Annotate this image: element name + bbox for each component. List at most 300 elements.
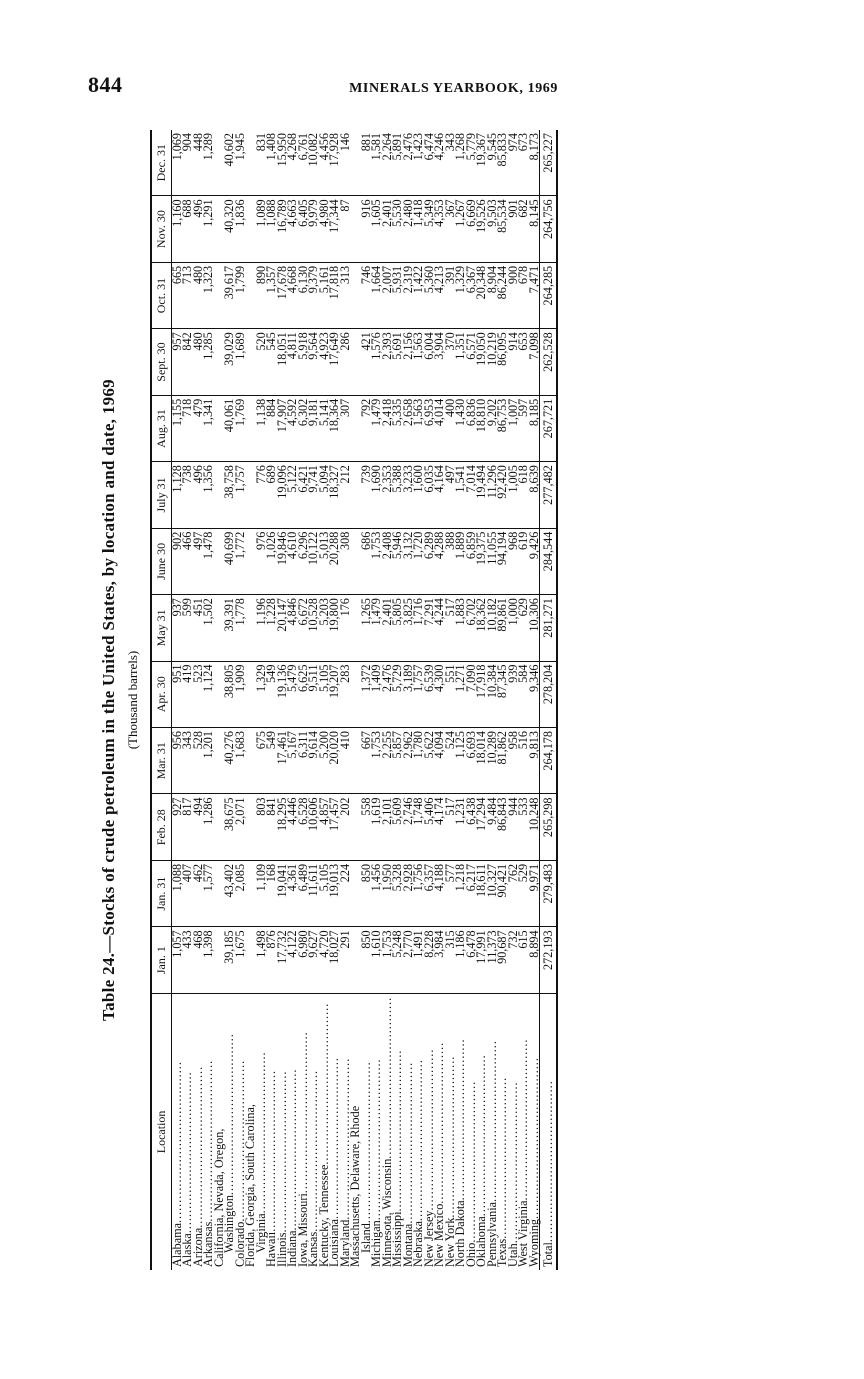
value-cell: 739 <box>361 462 372 528</box>
value-cell: 5,857 <box>392 728 403 794</box>
value-cell: 11,055 <box>487 528 498 594</box>
value-cell: 675 <box>256 728 267 794</box>
value-cell: 1,357 <box>266 262 277 328</box>
value-cell: 4,361 <box>287 860 298 926</box>
value-cell: 11,611 <box>308 860 319 926</box>
value-cell: 19,096 <box>277 462 288 528</box>
location-label: California, Nevada, Oregon, <box>211 1128 226 1267</box>
leader-dots: ........................................ <box>411 1059 425 1221</box>
value-cell: 315 <box>445 927 456 993</box>
value-cell: 18,611 <box>476 860 487 926</box>
value-cell: 2,101 <box>382 794 393 860</box>
leader-dots: ........................................ <box>285 1068 299 1231</box>
value-cell: 39,185 <box>224 927 235 993</box>
value-cell: 951 <box>171 661 182 727</box>
value-cell: 2,401 <box>382 595 393 661</box>
value-cell: 1,683 <box>235 728 246 794</box>
value-cell: 5,891 <box>392 130 403 196</box>
value-cell: 497 <box>445 462 456 528</box>
leader-dots: ........................................ <box>541 1080 555 1243</box>
leader-dots: ........................................ <box>369 1058 383 1221</box>
location-label: Ohio <box>463 1242 478 1267</box>
value-cell: 17,461 <box>277 728 288 794</box>
value-cell: 10,082 <box>308 130 319 196</box>
value-cell: 4,923 <box>319 329 330 395</box>
leader-dots: ........................................ <box>190 1065 205 1228</box>
value-cell: 4,188 <box>434 860 445 926</box>
value-cell: 4,246 <box>434 130 445 196</box>
value-cell: 792 <box>361 395 372 461</box>
value-cell: 762 <box>508 860 519 926</box>
value-cell: 2,928 <box>403 860 414 926</box>
value-cell: 10,606 <box>308 794 319 860</box>
value-cell: 1,491 <box>413 927 424 993</box>
value-cell: 168 <box>266 860 277 926</box>
value-cell: 5,203 <box>319 595 330 661</box>
value-cell: 528 <box>193 728 204 794</box>
column-header-date: Aug. 31 <box>151 395 171 461</box>
value-cell: 39,617 <box>224 262 235 328</box>
value-cell: 876 <box>266 927 277 993</box>
value-cell: 1,201 <box>203 728 214 794</box>
location-label: Massachusetts, Delaware, Rhode <box>348 1105 362 1267</box>
value-cell: 87,345 <box>497 661 508 727</box>
value-cell: 4,014 <box>434 395 445 461</box>
value-cell: 38,675 <box>224 794 235 860</box>
value-cell: 1,909 <box>235 661 246 727</box>
value-cell: 7,291 <box>424 595 435 661</box>
value-cell: 6,478 <box>466 927 477 993</box>
value-cell: 629 <box>518 595 529 661</box>
value-cell: 1,351 <box>455 329 466 395</box>
value-cell: 1,422 <box>413 262 424 328</box>
value-cell: 4,174 <box>434 794 445 860</box>
value-cell: 618 <box>518 462 529 528</box>
location-label: West Virginia <box>516 1200 530 1267</box>
value-cell: 7,471 <box>529 262 540 328</box>
location-label: Oklahoma <box>474 1216 488 1267</box>
value-cell: 308 <box>340 528 351 594</box>
value-cell: 212 <box>340 462 351 528</box>
value-cell: 407 <box>182 860 193 926</box>
column-header-date: Mar. 31 <box>151 728 171 794</box>
value-cell: 9,181 <box>308 395 319 461</box>
column-header-date: Dec. 31 <box>151 130 171 196</box>
value-cell: 1,836 <box>235 196 246 262</box>
value-cell: 850 <box>361 927 372 993</box>
value-cell: 20,020 <box>329 728 340 794</box>
value-cell: 6,625 <box>298 661 309 727</box>
value-cell: 18,364 <box>329 395 340 461</box>
value-cell: 4,592 <box>287 395 298 461</box>
value-cell: 5,946 <box>392 528 403 594</box>
value-cell: 881 <box>361 130 372 196</box>
value-cell: 1,430 <box>455 395 466 461</box>
value-cell: 17,928 <box>329 130 340 196</box>
value-cell: 5,479 <box>287 661 298 727</box>
value-cell: 4,456 <box>319 130 330 196</box>
value-cell: 3,825 <box>403 595 414 661</box>
value-cell: 688 <box>182 196 193 262</box>
value-cell: 1,088 <box>171 860 182 926</box>
value-cell: 842 <box>182 329 193 395</box>
value-cell: 2,264 <box>382 130 393 196</box>
value-cell: 1,267 <box>455 196 466 262</box>
value-cell: 2,746 <box>403 794 414 860</box>
leader-dots: ........................................ <box>327 1057 341 1219</box>
value-cell: 1,757 <box>235 462 246 528</box>
value-cell: 1,005 <box>508 462 519 528</box>
value-cell: 1,610 <box>371 927 382 993</box>
value-cell: 1,372 <box>361 661 372 727</box>
value-cell: 1,268 <box>455 130 466 196</box>
table-title: Table 24.—Stocks of crude petroleum in the United States, by location and date, 1969 <box>99 379 118 1021</box>
value-cell: 1,690 <box>371 462 382 528</box>
value-cell: 265,298 <box>540 794 557 860</box>
value-cell: 224 <box>340 860 351 926</box>
value-cell: 421 <box>361 329 372 395</box>
column-header-date: Apr. 30 <box>151 661 171 727</box>
value-cell: 1,329 <box>455 262 466 328</box>
value-cell: 85,534 <box>497 196 508 262</box>
value-cell: 39,029 <box>224 329 235 395</box>
value-cell: 5,328 <box>392 860 403 926</box>
value-cell: 4,300 <box>434 661 445 727</box>
value-cell: 1,757 <box>413 661 424 727</box>
value-cell: 264,285 <box>540 262 557 328</box>
location-label: Wyoming <box>526 1218 541 1267</box>
value-cell: 1,778 <box>235 595 246 661</box>
value-cell: 9,346 <box>529 661 540 727</box>
value-cell: 1,478 <box>203 528 214 594</box>
value-cell: 682 <box>518 196 529 262</box>
page-header <box>88 72 558 98</box>
value-cell: 1,753 <box>371 528 382 594</box>
location-label: New Mexico <box>432 1203 446 1267</box>
value-cell: 524 <box>445 728 456 794</box>
value-cell: 901 <box>508 196 519 262</box>
value-cell: 850 <box>361 860 372 926</box>
value-cell: 4,663 <box>287 196 298 262</box>
value-cell: 8,185 <box>529 395 540 461</box>
location-label: Total <box>541 1242 555 1267</box>
value-cell: 279,483 <box>540 860 557 926</box>
value-cell: 1,753 <box>371 728 382 794</box>
value-cell: 957 <box>171 329 182 395</box>
value-cell: 19,050 <box>476 329 487 395</box>
value-cell: 1,155 <box>171 395 182 461</box>
value-cell: 433 <box>182 927 193 993</box>
value-cell: 6,405 <box>298 196 309 262</box>
value-cell: 5,105 <box>319 661 330 727</box>
value-cell: 7,090 <box>466 661 477 727</box>
value-cell: 286 <box>340 329 351 395</box>
value-cell: 388 <box>445 528 456 594</box>
value-cell: 4,811 <box>287 329 298 395</box>
value-cell: 5,122 <box>287 462 298 528</box>
value-cell: 343 <box>182 728 193 794</box>
value-cell: 776 <box>256 462 267 528</box>
value-cell: 937 <box>171 595 182 661</box>
value-cell: 6,438 <box>466 794 477 860</box>
value-cell: 10,327 <box>487 860 498 926</box>
value-cell: 9,503 <box>487 196 498 262</box>
value-cell: 3,233 <box>403 462 414 528</box>
value-cell: 264,178 <box>540 728 557 794</box>
value-cell: 6,761 <box>298 130 309 196</box>
value-cell: 18,327 <box>329 462 340 528</box>
value-cell: 176 <box>340 595 351 661</box>
value-cell: 496 <box>193 196 204 262</box>
value-cell: 6,296 <box>298 528 309 594</box>
value-cell: 18,810 <box>476 395 487 461</box>
value-cell: 19,375 <box>476 528 487 594</box>
value-cell: 2,418 <box>382 395 393 461</box>
value-cell: 5,141 <box>319 395 330 461</box>
value-cell: 18,362 <box>476 595 487 661</box>
page-number: 844 <box>88 72 123 97</box>
value-cell: 517 <box>445 794 456 860</box>
value-cell: 391 <box>445 262 456 328</box>
value-cell: 3,132 <box>403 528 414 594</box>
value-cell: 5,200 <box>319 728 330 794</box>
column-header-location: Location <box>151 993 171 1270</box>
value-cell: 480 <box>193 262 204 328</box>
table-header-row <box>151 130 171 1270</box>
location-label: Hawaii <box>264 1231 278 1267</box>
value-cell: 38,805 <box>224 661 235 727</box>
value-cell: 665 <box>171 262 182 328</box>
value-cell: 2,476 <box>382 661 393 727</box>
value-cell: 678 <box>518 262 529 328</box>
value-cell: 18,014 <box>476 728 487 794</box>
value-cell: 5,388 <box>392 462 403 528</box>
value-cell: 10,306 <box>529 595 540 661</box>
value-cell: 976 <box>256 528 267 594</box>
column-header-date: Jan. 1 <box>151 927 171 993</box>
value-cell: 6,217 <box>466 860 477 926</box>
value-cell: 466 <box>182 528 193 594</box>
leader-dots: ........................................ <box>169 1061 184 1223</box>
value-cell: 10,182 <box>487 595 498 661</box>
value-cell: 1,057 <box>171 927 182 993</box>
value-cell: 9,614 <box>308 728 319 794</box>
value-cell: 1,231 <box>455 794 466 860</box>
value-cell: 1,196 <box>256 595 267 661</box>
value-cell: 577 <box>445 860 456 926</box>
value-cell: 9,813 <box>529 728 540 794</box>
value-cell: 1,769 <box>235 395 246 461</box>
value-cell: 558 <box>361 794 372 860</box>
leader-dots: ........................................ <box>264 1069 278 1232</box>
leader-dots: ........................................ <box>306 1069 320 1232</box>
value-cell: 8,904 <box>487 262 498 328</box>
value-cell: 480 <box>193 329 204 395</box>
value-cell: 18,027 <box>329 927 340 993</box>
value-cell: 40,602 <box>224 130 235 196</box>
value-cell: 281,271 <box>540 595 557 661</box>
value-cell: 1,218 <box>455 860 466 926</box>
column-header-date: Sept. 30 <box>151 329 171 395</box>
location-label: Mississippi <box>390 1211 404 1267</box>
value-cell: 9,979 <box>308 196 319 262</box>
value-cell: 6,357 <box>424 860 435 926</box>
value-cell: 1,398 <box>203 927 214 993</box>
value-cell: 968 <box>508 528 519 594</box>
value-cell: 4,668 <box>287 262 298 328</box>
value-cell: 19,136 <box>277 661 288 727</box>
value-cell: 520 <box>256 329 267 395</box>
value-cell: 1,007 <box>508 395 519 461</box>
location-label: Washington <box>222 1195 236 1253</box>
value-cell: 6,311 <box>298 728 309 794</box>
value-cell: 597 <box>518 395 529 461</box>
value-cell: 86,244 <box>497 262 508 328</box>
value-cell: 5,349 <box>424 196 435 262</box>
location-label: Kentucky, Tennessee <box>316 1164 331 1267</box>
value-cell: 90,687 <box>497 927 508 993</box>
value-cell: 479 <box>193 395 204 461</box>
value-cell: 1,756 <box>413 860 424 926</box>
leader-dots: ........................................ <box>379 996 394 1159</box>
value-cell: 40,061 <box>224 395 235 461</box>
leader-dots: ........................................ <box>516 1038 530 1201</box>
value-cell: 1,128 <box>171 462 182 528</box>
value-cell: 9,511 <box>308 661 319 727</box>
value-cell: 39,391 <box>224 595 235 661</box>
value-cell: 20,288 <box>329 528 340 594</box>
value-cell: 6,421 <box>298 462 309 528</box>
leader-dots: ........................................ <box>222 1033 236 1196</box>
leader-dots: ........................................ <box>337 1057 352 1220</box>
value-cell: 4,268 <box>287 130 298 196</box>
value-cell: 4,213 <box>434 262 445 328</box>
value-cell: 7,014 <box>466 462 477 528</box>
leader-dots: ........................................ <box>295 1031 310 1194</box>
value-cell: 817 <box>182 794 193 860</box>
value-cell: 9,971 <box>529 860 540 926</box>
value-cell: 5,918 <box>298 329 309 395</box>
value-cell: 146 <box>340 130 351 196</box>
leader-dots: ........................................ <box>358 1061 373 1224</box>
value-cell: 5,609 <box>392 794 403 860</box>
value-cell: 2,658 <box>403 395 414 461</box>
location-label: Florida, Georgia, South Carolina, <box>243 1104 257 1267</box>
value-cell: 19,494 <box>476 462 487 528</box>
value-cell: 1,125 <box>455 728 466 794</box>
value-cell: 2,353 <box>382 462 393 528</box>
value-cell: 20,348 <box>476 262 487 328</box>
value-cell: 2,408 <box>382 528 393 594</box>
value-cell: 85,833 <box>497 130 508 196</box>
location-label: New Jersey <box>421 1210 436 1267</box>
value-cell: 5,013 <box>319 528 330 594</box>
value-cell: 1,000 <box>508 595 519 661</box>
leader-dots: ........................................ <box>400 1061 415 1224</box>
value-cell: 1,186 <box>455 927 466 993</box>
value-cell: 272,193 <box>540 927 557 993</box>
value-cell: 4,094 <box>434 728 445 794</box>
value-cell: 2,319 <box>403 262 414 328</box>
location-label: Indiana <box>285 1230 299 1267</box>
leader-dots: ........................................ <box>421 1048 436 1211</box>
value-cell: 448 <box>193 130 204 196</box>
value-cell: 6,367 <box>466 262 477 328</box>
value-cell: 4,846 <box>287 595 298 661</box>
value-cell: 902 <box>171 528 182 594</box>
value-cell: 1,581 <box>371 130 382 196</box>
value-cell: 667 <box>361 728 372 794</box>
value-cell: 9,545 <box>487 130 498 196</box>
value-cell: 10,528 <box>308 595 319 661</box>
value-cell: 689 <box>266 462 277 528</box>
leader-dots: ........................................ <box>253 1051 268 1214</box>
value-cell: 4,720 <box>319 927 330 993</box>
value-cell: 2,085 <box>235 860 246 926</box>
value-cell: 6,571 <box>466 329 477 395</box>
value-cell: 19,526 <box>476 196 487 262</box>
value-cell: 17,457 <box>329 794 340 860</box>
value-cell: 10,289 <box>487 728 498 794</box>
value-cell: 1,780 <box>413 728 424 794</box>
value-cell: 1,408 <box>266 130 277 196</box>
value-cell: 5,335 <box>392 395 403 461</box>
location-label: Arkansas <box>201 1221 215 1267</box>
value-cell: 8,639 <box>529 462 540 528</box>
value-cell: 8,145 <box>529 196 540 262</box>
value-cell: 1,356 <box>203 462 214 528</box>
value-cell: 18,295 <box>277 794 288 860</box>
leader-dots: ........................................ <box>526 1057 541 1219</box>
value-cell: 19,367 <box>476 130 487 196</box>
value-cell: 2,156 <box>403 329 414 395</box>
column-header-date: Jan. 31 <box>151 860 171 926</box>
value-cell: 15,950 <box>277 130 288 196</box>
value-cell: 9,484 <box>487 794 498 860</box>
value-cell: 43,402 <box>224 860 235 926</box>
location-label: North Dakota <box>453 1200 467 1267</box>
value-cell: 1,271 <box>455 661 466 727</box>
value-cell: 19,041 <box>277 860 288 926</box>
value-cell: 584 <box>518 661 529 727</box>
value-cell: 202 <box>340 794 351 860</box>
value-cell: 551 <box>445 661 456 727</box>
value-cell: 400 <box>445 395 456 461</box>
value-cell: 1,285 <box>203 329 214 395</box>
value-cell: 5,729 <box>392 661 403 727</box>
value-cell: 17,907 <box>277 395 288 461</box>
value-cell: 5,161 <box>319 262 330 328</box>
value-cell: 19,800 <box>329 595 340 661</box>
value-cell: 5,691 <box>392 329 403 395</box>
value-cell: 4,122 <box>287 927 298 993</box>
value-cell: 1,479 <box>371 395 382 461</box>
value-cell: 38,758 <box>224 462 235 528</box>
value-cell: 87 <box>340 196 351 262</box>
value-cell: 9,379 <box>308 262 319 328</box>
location-label: Texas <box>495 1238 509 1267</box>
value-cell: 2,962 <box>403 728 414 794</box>
value-cell: 1,329 <box>256 661 267 727</box>
value-cell: 2,480 <box>403 196 414 262</box>
value-cell: 5,530 <box>392 196 403 262</box>
value-cell: 653 <box>518 329 529 395</box>
value-cell: 20,147 <box>277 595 288 661</box>
location-label: Utah <box>505 1243 520 1267</box>
value-cell: 1,228 <box>266 595 277 661</box>
value-cell: 6,672 <box>298 595 309 661</box>
location-label: Kansas <box>306 1231 320 1267</box>
